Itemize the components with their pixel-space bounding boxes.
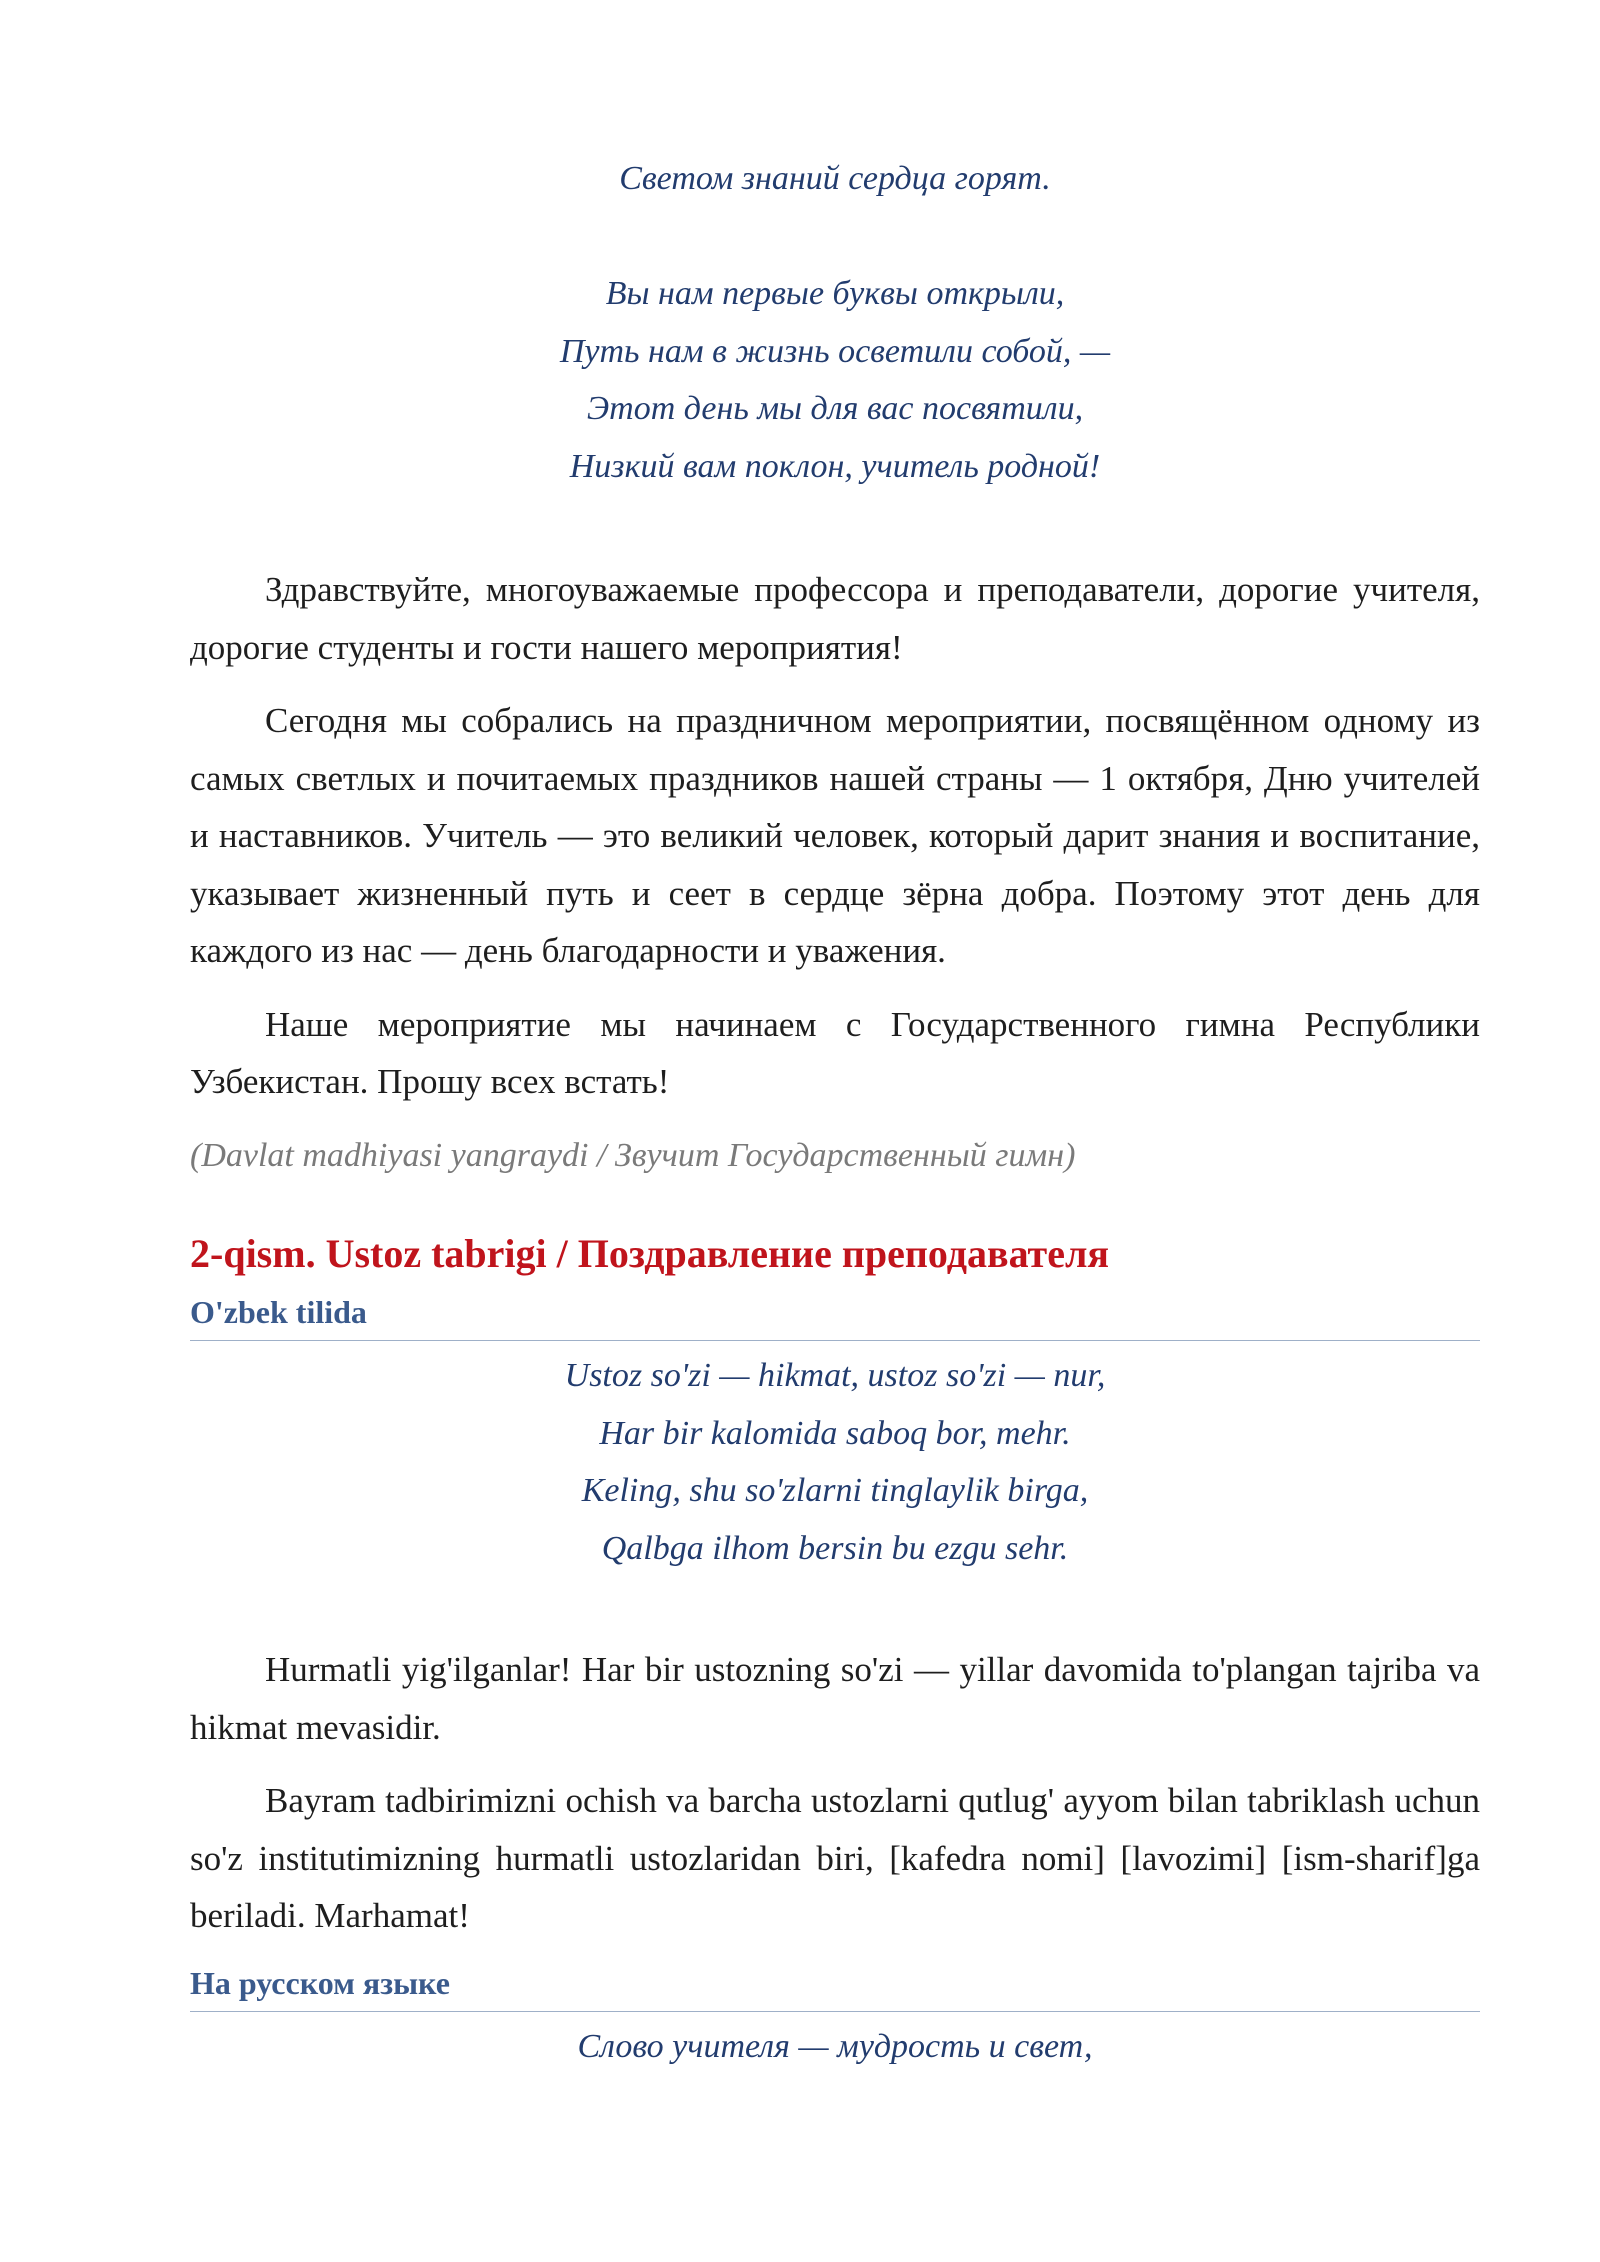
poem-line: Светом знаний сердца горят.: [619, 160, 1051, 197]
poem-line: Keling, shu so'zlarni tinglaylik birga,: [581, 1472, 1089, 1509]
subheading-russian: На русском языке: [190, 1961, 1480, 2012]
poem-line: Ustoz so'zi — hikmat, ustoz so'zi — nur,: [564, 1357, 1106, 1394]
document-page: [190, 150, 1480, 2075]
anthem-stage-note: (Davlat madhiyasi yangraydi / Звучит Государственный гимн): [190, 1136, 1076, 1174]
poem-line: Har bir kalomida saboq bor, mehr.: [599, 1414, 1071, 1452]
stanza-gap: [190, 208, 1480, 266]
poem-line: Низкий вам поклон, учитель родной!: [569, 447, 1101, 485]
poem-line: Вы нам первые буквы открыли,: [605, 275, 1065, 312]
paragraph-greeting: Здравствуйте, многоуважаемые профессора и преподаватели, дорогие учителя, дорогие студенты и гости нашего мероприятия!: [190, 570, 1480, 667]
section-title: 2-qism. Ustoz tabrigi / Поздравление преподавателя: [190, 1231, 1110, 1276]
poem-line: Qalbga ilhom bersin bu ezgu sehr.: [601, 1529, 1069, 1567]
poem-russian: [190, 2018, 1480, 2076]
poem-line: Путь нам в жизнь осветили собой, —: [559, 332, 1111, 370]
subheading-uzbek: O'zbek tilida: [190, 1290, 1480, 1341]
poem-line: Слово учителя — мудрость и свет,: [577, 2027, 1093, 2065]
paragraph-anthem: Наше мероприятие мы начинаем с Государственного гимна Республики Узбекистан. Прошу всех встать!: [190, 1004, 1480, 1101]
poem-top: [190, 150, 1480, 495]
poem-line: Этот день мы для вас посвятили,: [586, 390, 1084, 427]
paragraph-uz-2: Bayram tadbirimizni ochish va barcha ustozlarni qutlug' ayyom bilan tabriklash uchun so'z institutimizning hurmatli ustozlaridan biri, [kafedra nomi] [lavozimi] [ism-sharif]ga beriladi. Marhamat!: [190, 1781, 1480, 1935]
paragraph-uz-1: Hurmatli yig'ilganlar! Har bir ustozning so'zi — yillar davomida to'plangan tajriba va hikmat mevasidir.: [190, 1650, 1480, 1747]
poem-uzbek: [190, 1347, 1480, 1577]
paragraph-intro: Сегодня мы собрались на праздничном мероприятии, посвящённом одному из самых светлых и почитаемых праздников нашей страны — 1 октября, Дню учителей и наставников. Учитель — это великий человек, который дарит знания и воспитание, указывает жизненный путь и сеет в сердце зёрна добра. Поэтому этот день для каждого из нас — день благодарности и уважения.: [190, 701, 1480, 970]
